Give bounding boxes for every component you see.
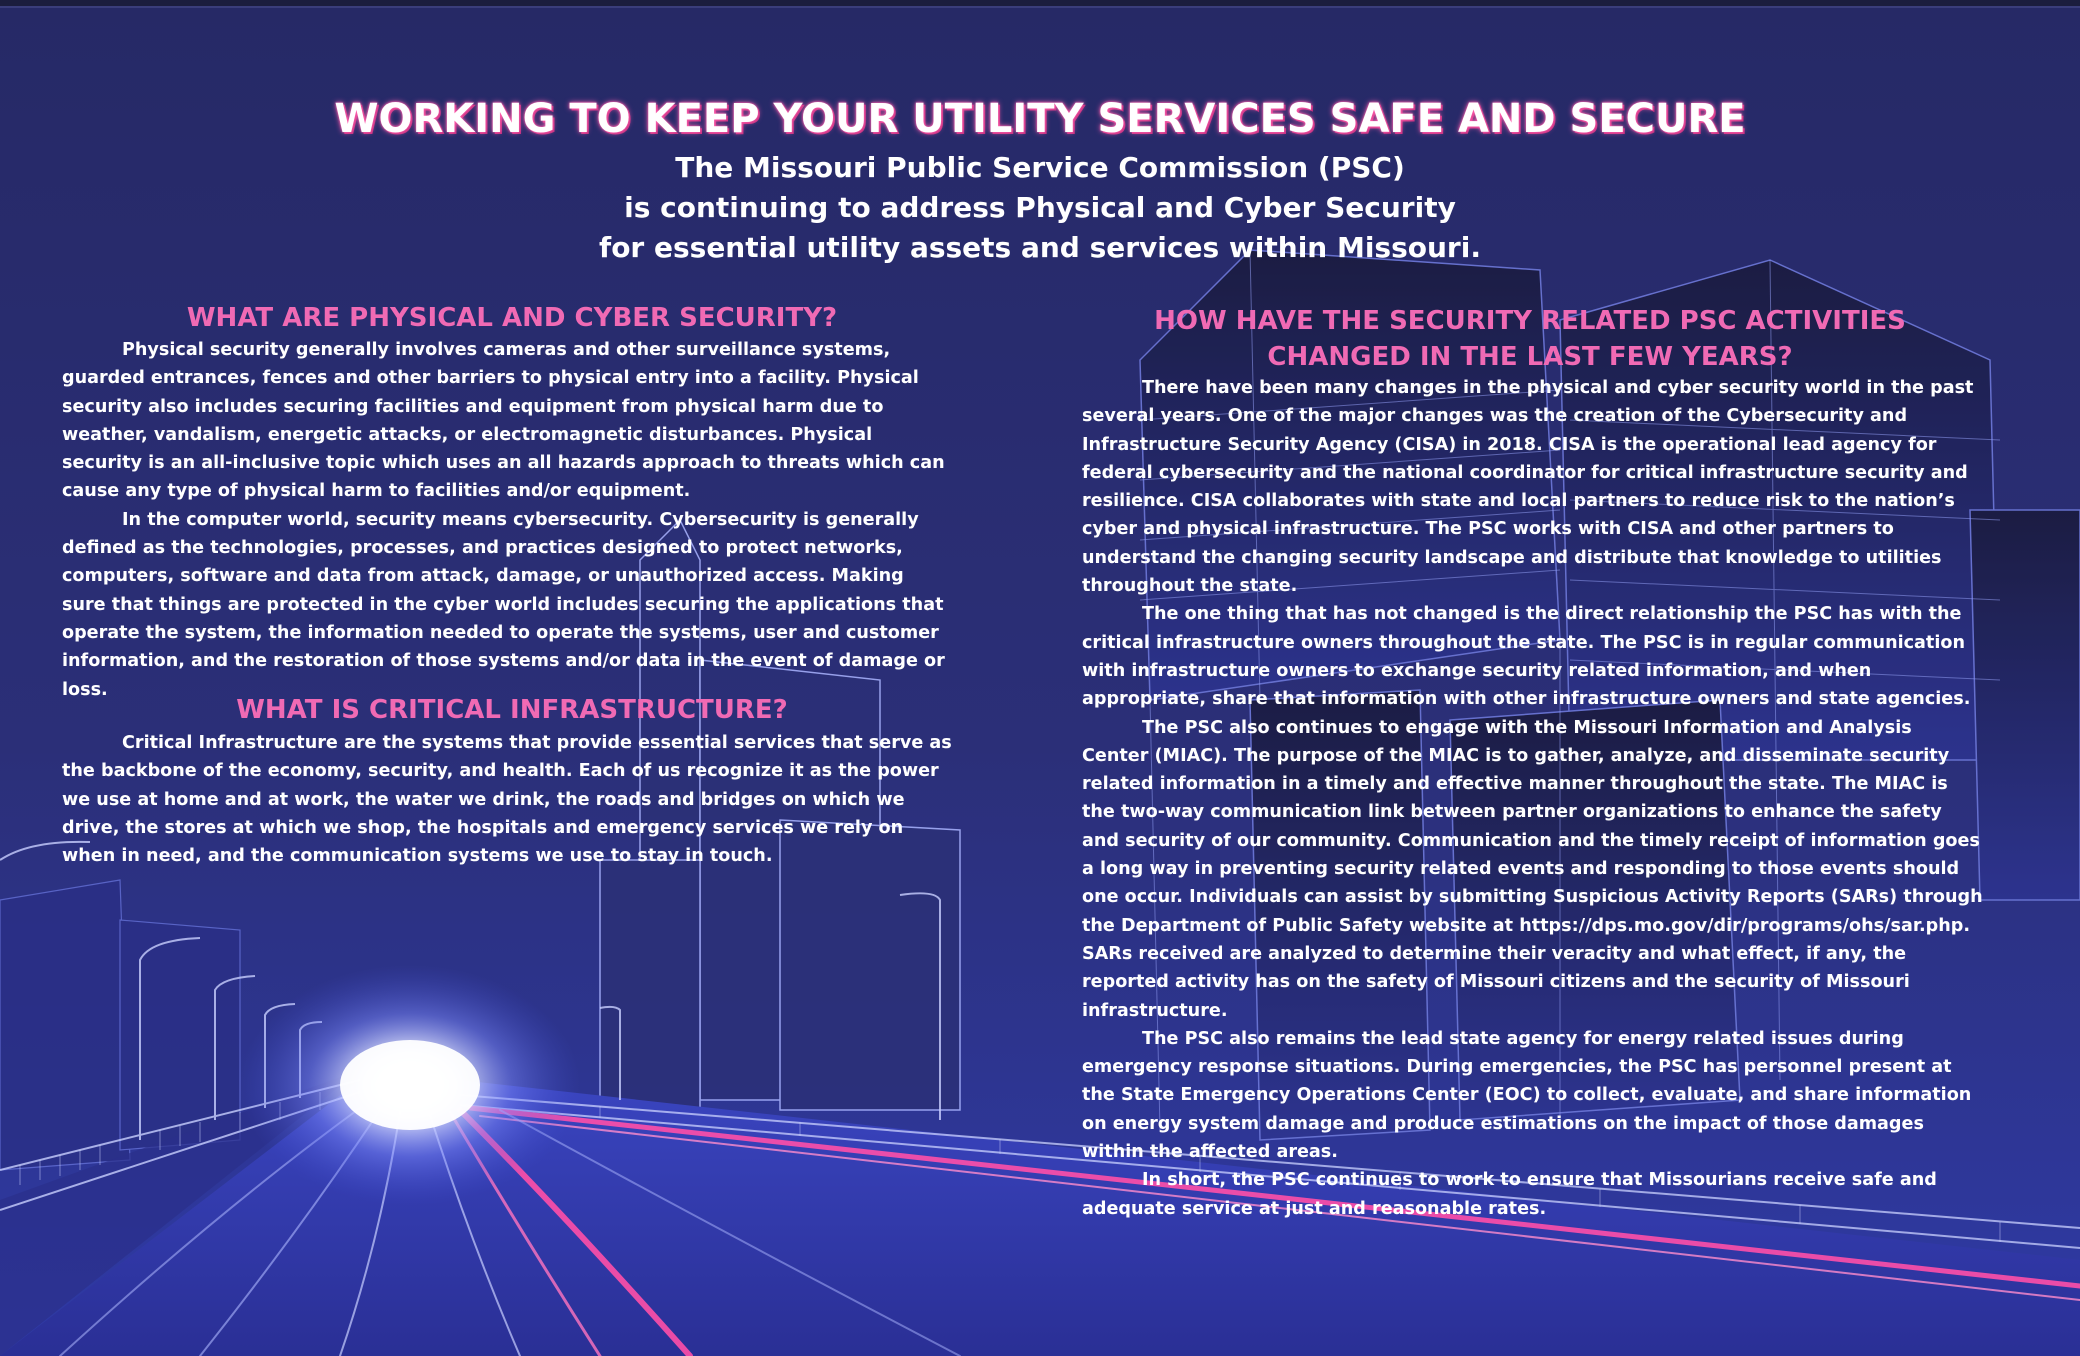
subtitle [0,148,2080,268]
paragraph: In short, the PSC continues to work to ensure that Missourians receive safe and adequate service at just and reasonable rates. [1082,1170,1937,1219]
main-title: WORKING TO KEEP YOUR UTILITY SERVICES SAFE AND SECURE [334,96,1746,142]
section-body-critical-infrastructure [62,729,952,870]
subtitle-line: The Missouri Public Service Commission (PSC) [675,151,1405,184]
subtitle-line: for essential utility assets and services within Missouri. [599,231,1481,264]
section-heading-physical-cyber: WHAT ARE PHYSICAL AND CYBER SECURITY? [186,303,838,333]
heading-line: HOW HAVE THE SECURITY RELATED PSC ACTIVITIES [1154,306,1906,336]
subtitle-line: is continuing to address Physical and Cyber Security [624,191,1456,224]
section-body-psc-activities [1082,374,1984,1223]
section-heading-psc-activities [1080,303,1980,375]
heading-line: CHANGED IN THE LAST FEW YEARS? [1267,342,1793,372]
paragraph: There have been many changes in the physical and cyber security world in the past several years. One of the major changes was the creation of the Cybersecurity and Infrastructure Security Agency (CISA) in 2018. CISA is the operational lead agency for federal cybersecurity and the national coordinator for critical infrastructure security and resilience. CISA collaborates with state and local partners to reduce risk to the nation’s cyber and physical infrastructure. The PSC works with CISA and other partners to understand the changing security landscape and distribute that knowledge to utilities throughout the state. [1082,378,1974,597]
section-heading-critical-infrastructure: WHAT IS CRITICAL INFRASTRUCTURE? [236,695,788,725]
paragraph: The PSC also continues to engage with the Missouri Information and Analysis Center (MIAC). The purpose of the MIAC is to gather, analyze, and disseminate security related information in a timely and effective manner throughout the state. The MIAC is the two-way communication link between partner organizations to enhance the safety and security of our community. Communication and the timely receipt of information goes a long way in preventing security related events and responding to those events should one occur. Individuals can assist by submitting Suspicious Activity Reports (SARs) through the Department of Public Safety website at https://dps.mo.gov/dir/programs/ohs/sar.php. SARs received are analyzed to determine their veracity and what effect, if any, the reported activity has on the safety of Missouri citizens and the security of Missouri infrastructure. [1082,717,1983,1021]
paragraph: Physical security generally involves cameras and other surveillance systems, guarded entrances, fences and other barriers to physical entry into a facility. Physical security also includes securing facilities and equipment from physical harm due to weather, vandalism, energetic attacks, or electromagnetic disturbances. Physical security is an all-inclusive topic which uses an all hazards approach to threats which can cause any type of physical harm to facilities and/or equipment. [62,340,945,502]
paragraph: In the computer world, security means cybersecurity. Cybersecurity is generally defined as the technologies, processes, and practices designed to protect networks, computers, software and data from attack, damage, or unauthorized access. Making sure that things are protected in the cyber world includes securing the applications that operate the system, the information needed to operate the systems, user and customer information, and the restoration of those systems and/or data in the event of damage or loss. [62,509,945,700]
paragraph: The one thing that has not changed is the direct relationship the PSC has with the critical infrastructure owners throughout the state. The PSC is in regular communication with infrastructure owners to exchange security related information, and when appropriate, share that information with other infrastructure owners and state agencies. [1082,604,1971,710]
paragraph: The PSC also remains the lead state agency for energy related issues during emergency response situations. During emergencies, the PSC has personnel present at the State Emergency Operations Center (EOC) to collect, evaluate, and share information on energy system damage and produce estimations on the impact of those damages within the affected areas. [1082,1028,1972,1163]
section-body-physical-cyber [62,336,952,704]
paragraph: Critical Infrastructure are the systems that provide essential services that serve as the backbone of the economy, security, and health. Each of us recognize it as the power we use at home and at work, the water we drink, the roads and bridges on which we drive, the stores at which we shop, the hospitals and emergency services we rely on when in need, and the communication systems we use to stay in touch. [62,733,952,867]
